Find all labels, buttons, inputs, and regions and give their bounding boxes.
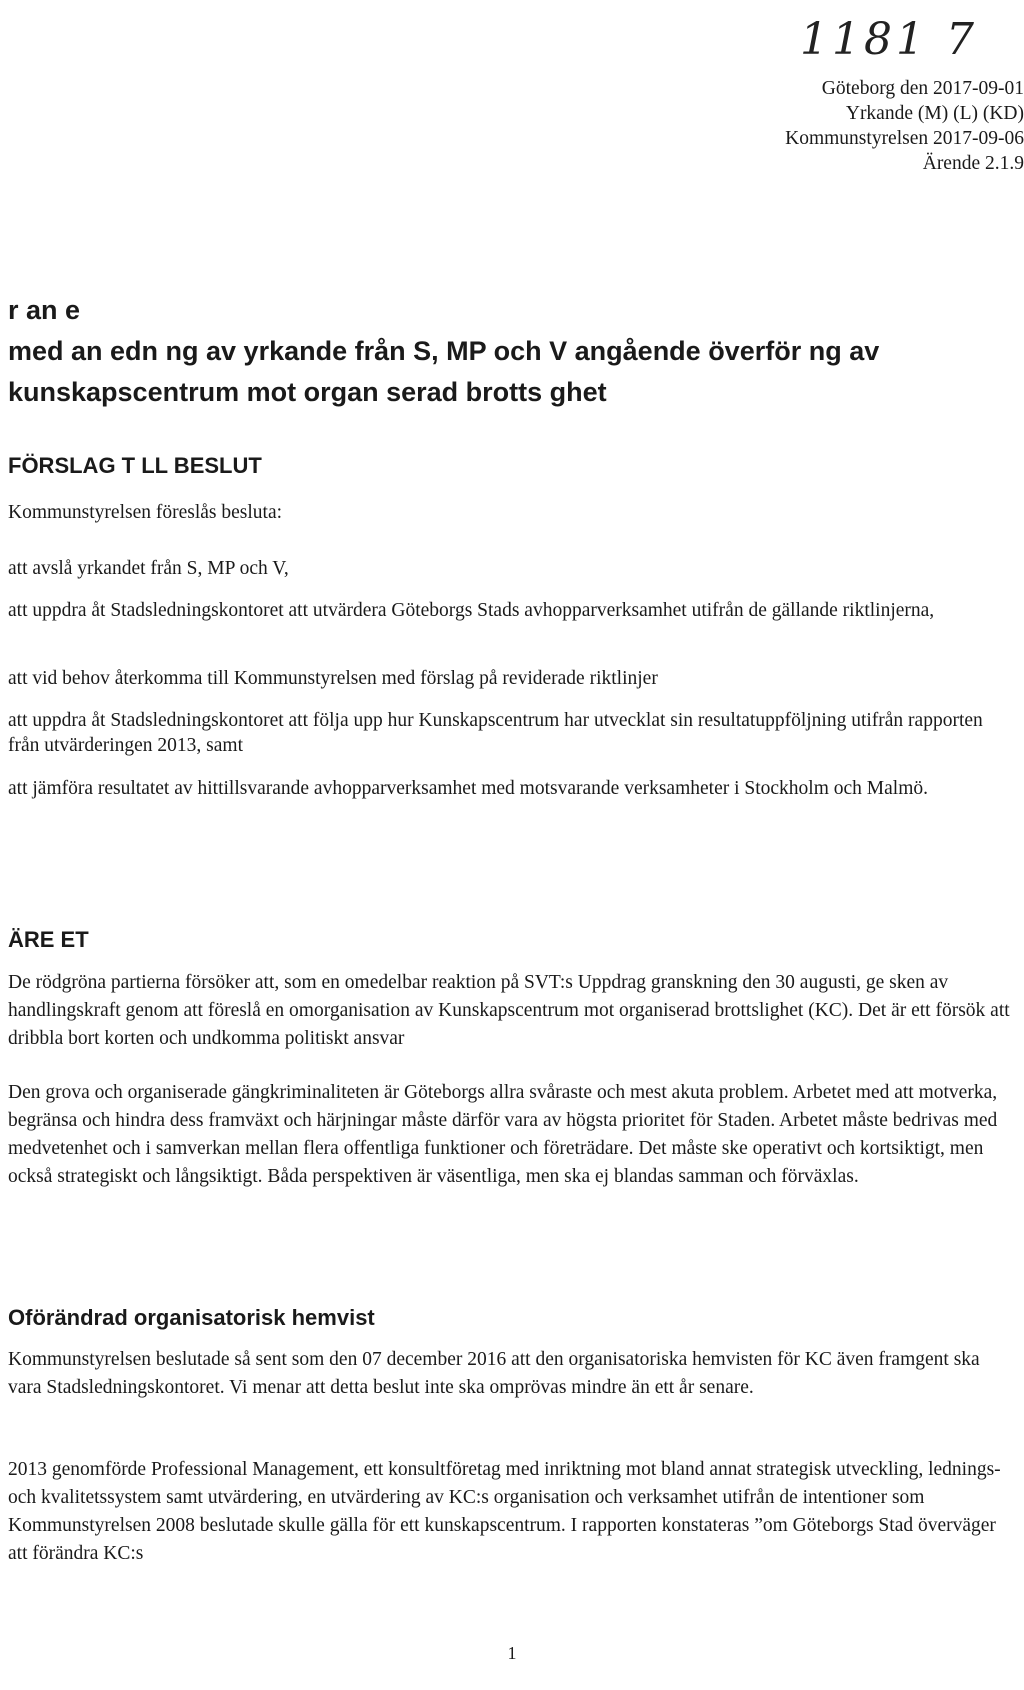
- meeting-line: Kommunstyrelsen 2017-09-06: [785, 128, 1024, 149]
- proposal-heading: FÖRSLAG T LL BESLUT: [8, 453, 262, 478]
- proposal-item: att avslå yrkandet från S, MP och V,: [8, 558, 289, 579]
- proposer-line: Yrkande (M) (L) (KD): [845, 103, 1024, 124]
- reason-paragraph: De rödgröna partierna försöker att, som en omedelbar reaktion på SVT:s Uppdrag granskning den 30 augusti, ge sken av handlingskraft genom att föreslå en omorganisation av Kunskapscentrum mot organiserad brottslighet (KC). Det är ett försök att dribbla bort korten och undkomma politiskt ansvar: [8, 972, 1010, 1049]
- document-header-meta: [524, 76, 1024, 176]
- proposal-intro: Kommunstyrelsen föreslås besluta:: [8, 502, 283, 523]
- item-line: Ärende 2.1.9: [922, 153, 1024, 174]
- page-number: 1: [507, 1643, 517, 1663]
- title-line-2: med an edn ng av yrkande från S, MP och V angående överför ng av: [8, 336, 880, 366]
- date-line: Göteborg den 2017-09-01: [821, 78, 1024, 99]
- reason-heading: ÄRE ET: [8, 927, 89, 952]
- section-paragraph: Kommunstyrelsen beslutade så sent som den 07 december 2016 att den organisatoriska hemvisten för KC även framgent ska vara Stadsledningskontoret. Vi menar att detta beslut inte ska omprövas mindre än ett år senare.: [8, 1349, 980, 1398]
- title-line-1: r an e: [8, 295, 81, 325]
- reason-paragraph: Den grova och organiserade gängkriminaliteten är Göteborgs allra svåraste och mest akuta problem. Arbetet med att motverka, begränsa och hindra dess framväxt och härjningar måste därför vara av högsta prioritet för Staden. Arbetet måste bedrivas med medvetenhet och i samverkan mellan flera offentliga funktioner och företrädare. Det måste ske operativt och kortsiktigt, men också strategiskt och långsiktigt. Båda perspektiven är väsentliga, men ska ej blandas samman och förväxlas.: [8, 1082, 998, 1187]
- document-title: [8, 290, 1018, 413]
- proposal-item: att uppdra åt Stadsledningskontoret att utvärdera Göteborgs Stads avhopparverksamhet utifrån de gällande riktlinjerna,: [8, 600, 935, 621]
- section-heading: Oförändrad organisatorisk hemvist: [8, 1305, 375, 1330]
- handwritten-reference-number: 1181 7: [800, 14, 978, 65]
- proposal-item: att jämföra resultatet av hittillsvarande avhopparverksamhet med motsvarande verksamheter i Stockholm och Malmö.: [8, 778, 929, 799]
- title-line-3: kunskapscentrum mot organ serad brotts ghet: [8, 377, 607, 407]
- section-paragraph: 2013 genomförde Professional Management, ett konsultföretag med inriktning mot bland annat strategisk utveckling, lednings- och kvalitetssystem samt utvärdering, en utvärdering av KC:s organisation och verksamhet utifrån de intentioner som Kommunstyrelsen 2008 beslutade skulle gälla för ett kunskapscentrum. I rapporten konstateras ”om Göteborgs Stad överväger att förändra KC:s: [8, 1459, 1001, 1564]
- proposal-item: att uppdra åt Stadsledningskontoret att följa upp hur Kunskapscentrum har utvecklat sin resultatuppföljning utifrån rapporten från utvärderingen 2013, samt: [8, 710, 983, 756]
- proposal-item: att vid behov återkomma till Kommunstyrelsen med förslag på reviderade riktlinjer: [8, 668, 658, 689]
